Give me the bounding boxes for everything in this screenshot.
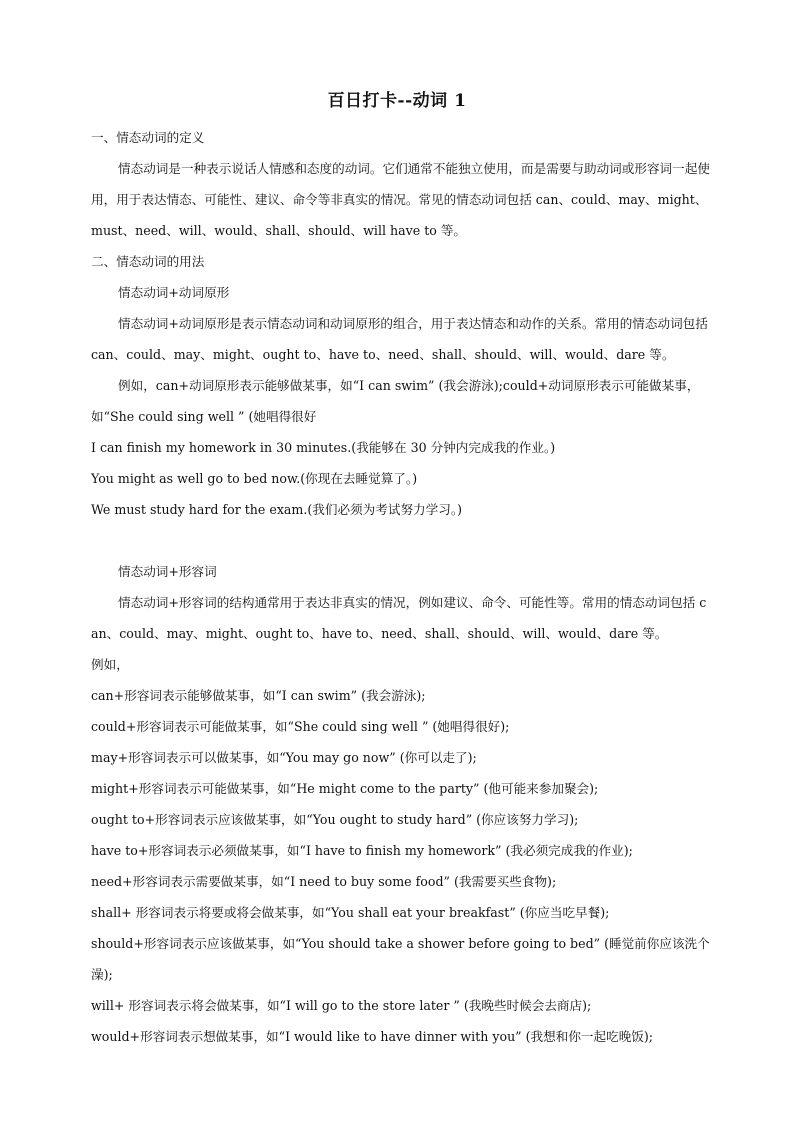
example-label: 例如，: [91, 657, 129, 672]
definition-paragraph: 情态动词是一种表示说话人情感和态度的动词。它们通常不能独立使用，而是需要与助动词或形容词一起使用，用于表达情态、可能性、建议、命令等非真实的情况。常见的情态动词包括 can、could、may、might、must、need、will、would、shall、should、will have to 等。: [91, 161, 710, 238]
usage-line: ought to+形容词表示应该做某事，如“You ought to study hard” (你应该努力学习);: [91, 812, 579, 827]
page-title: 百日打卡--动词 1: [327, 91, 467, 111]
verb-usage-paragraph: 情态动词+动词原形是表示情态动词和动词原形的组合，用于表达情态和动作的关系。常用的情态动词包括 can、could、may、might、ought to、have to、need、shall、should、will、would、dare 等。: [91, 316, 708, 362]
usage-line: need+形容词表示需要做某事，如“I need to buy some food” (我需要买些食物);: [91, 874, 557, 889]
example-line: We must study hard for the exam.(我们必须为考试努力学习。): [91, 502, 463, 517]
usage-line: should+形容词表示应该做某事，如“You should take a shower before going to bed” (睡觉前你应该洗个澡);: [91, 936, 710, 982]
section-heading-usage: 二、情态动词的用法: [91, 254, 205, 269]
subsection-heading-adjective: 情态动词+形容词: [118, 564, 217, 579]
usage-line: could+形容词表示可能做某事，如“She could sing well ” (她唱得很好);: [91, 719, 510, 734]
example-line: I can finish my homework in 30 minutes.(我能够在 30 分钟内完成我的作业。): [91, 440, 556, 455]
section-heading-definition: 一、情态动词的定义: [91, 130, 205, 145]
usage-line: will+ 形容词表示将会做某事，如“I will go to the store later ” (我晚些时候会去商店);: [91, 998, 592, 1013]
subsection-heading-verb: 情态动词+动词原形: [118, 285, 230, 300]
blank-line: [91, 525, 711, 556]
usage-line: might+形容词表示可能做某事，如“He might come to the party” (他可能来参加聚会);: [91, 781, 599, 796]
verb-example-paragraph: 例如，can+动词原形表示能够做某事，如“I can swim” (我会游泳);could+动词原形表示可能做某事，如“She could sing well ” (她唱得很好: [91, 378, 700, 424]
usage-line: can+形容词表示能够做某事，如“I can swim” (我会游泳);: [91, 688, 426, 703]
document-body: [91, 122, 711, 1052]
usage-line: may+形容词表示可以做某事，如“You may go now” (你可以走了);: [91, 750, 477, 765]
usage-line: have to+形容词表示必须做某事，如“I have to finish my homework” (我必须完成我的作业);: [91, 843, 633, 858]
usage-line: shall+ 形容词表示将要或将会做某事，如“You shall eat your breakfast” (你应当吃早餐);: [91, 905, 610, 920]
adjective-usage-paragraph: 情态动词+形容词的结构通常用于表达非真实的情况，例如建议、命令、可能性等。常用的情态动词包括 can、could、may、might、ought to、have to、need、shall、should、will、would、dare 等。: [91, 595, 707, 641]
example-line: You might as well go to bed now.(你现在去睡觉算了。): [91, 471, 418, 486]
usage-line: would+形容词表示想做某事，如“I would like to have dinner with you” (我想和你一起吃晚饭);: [91, 1029, 654, 1044]
